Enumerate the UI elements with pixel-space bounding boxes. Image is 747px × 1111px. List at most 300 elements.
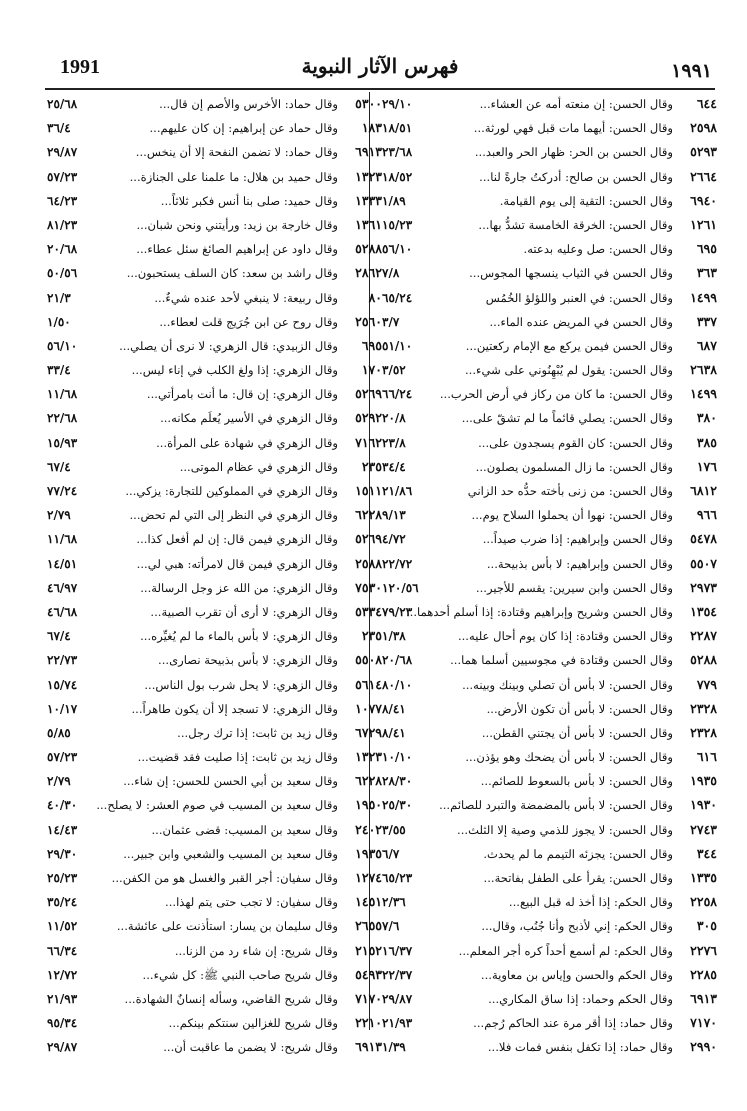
- index-entry: [382, 165, 717, 189]
- entry-number: ٣٨٠: [696, 410, 717, 426]
- entry-number: ٥٥٠٨: [355, 652, 382, 668]
- index-entry: [382, 1035, 717, 1059]
- index-entry: [382, 793, 717, 817]
- entry-number: ٥٤٩٣: [355, 966, 382, 982]
- page-number-arabic: ١٩٩١: [671, 60, 712, 82]
- entry-text: وقال الحسن: إن منعته أمه عن العشاء...: [479, 97, 673, 111]
- entry-reference: ٢٥/٣٠: [382, 798, 413, 813]
- entry-text: وقال الزهري: لا بأس بالماء ما لم يُغيِّره...: [140, 629, 338, 644]
- entry-text: وقال الحسن: من زنى بأخته حدُّه حد الزاني: [467, 484, 673, 498]
- entry-reference: ٥٦/١٠: [382, 242, 413, 257]
- entry-reference: ٥٧/٢٣: [47, 750, 78, 765]
- entry-number: ٢٣٢٨: [690, 724, 717, 740]
- entry-reference: ٢٩/٨٧: [47, 1040, 78, 1055]
- entry-number: ٢٣٥: [361, 458, 382, 474]
- entry-text: وقال الحسن بن صالح: أدركتُ جارةً لنا...: [479, 169, 673, 184]
- entry-reference: ٢٩/١٠: [382, 97, 413, 111]
- entry-reference: ٦٧/٤: [47, 629, 71, 644]
- entry-reference: ٢٩/٨٧: [47, 145, 78, 160]
- index-entry: [382, 92, 717, 116]
- index-entry: [382, 310, 717, 334]
- entry-reference: ٦٥/٢٣: [382, 871, 413, 885]
- index-entry: [47, 431, 382, 455]
- entry-text: وقال الحسن: في العنبر واللؤلؤ الخُمُس: [485, 290, 673, 305]
- header-rule: [45, 88, 715, 90]
- entry-text: وقال الزهري: لا تسجد إلا أن يكون طاهراً...: [131, 701, 338, 716]
- entry-text: وقال الحسن: التقية إلى يوم القيامة.: [499, 193, 673, 208]
- index-entry: [47, 116, 382, 140]
- entry-text: وقال روح عن ابن جُرَيج قلت لعطاء...: [159, 314, 338, 329]
- entry-reference: ٢/٧٩: [47, 774, 71, 789]
- entry-reference: ١٢٠/٥٦: [382, 580, 419, 595]
- index-entry: [47, 189, 382, 213]
- entry-number: ١٧٦: [696, 458, 717, 474]
- entry-text: وقال سعيد بن المسيب والشعبي وابن جبير...: [123, 846, 338, 861]
- index-entry: [47, 334, 382, 358]
- index-entry: [47, 358, 382, 382]
- entry-number: ٥٢٦٩: [355, 531, 382, 547]
- entry-reference: ٥٦/١٠: [47, 338, 78, 353]
- entry-text: وقال الحسن: صل وعليه بدعته.: [523, 242, 673, 257]
- entry-reference: ٥٧/٢٣: [47, 169, 78, 184]
- entry-text: وقال الحسن: ما كان من ركاز في أرض الحرب...: [439, 387, 673, 402]
- entry-text: وقال الزهري: إذا ولغ الكلب في إناء ليس...: [131, 363, 338, 378]
- entry-reference: ٨/٤١: [382, 725, 406, 740]
- index-entry: [382, 866, 717, 890]
- entry-reference: ٤٦/٩٧: [47, 580, 78, 595]
- entry-reference: ١/٥٠: [47, 314, 71, 329]
- index-entry: [382, 673, 717, 697]
- entry-number: ٢٥٨٨: [355, 555, 382, 571]
- index-entry: [47, 406, 382, 430]
- entry-text: وقال الحسن: لا بأس بالمضمضة والتبرد للصائم...: [439, 798, 673, 813]
- index-entry: [382, 890, 717, 914]
- index-entry: [47, 890, 382, 914]
- entry-number: ٥٣٣٤: [355, 603, 382, 619]
- index-entry: [382, 503, 717, 527]
- entry-number: ٧٧٩: [696, 676, 717, 692]
- entry-text: وقال الزهري فيمن قال: إن لم أفعل كذا...: [136, 532, 338, 547]
- index-entry: [382, 527, 717, 551]
- entry-text: وقال الحسن وابن سيرين: يقسم للأجير...: [475, 580, 673, 595]
- entry-text: وقال شريح: إن شاء رد من الزنا...: [174, 943, 338, 958]
- entry-reference: ١٢/٧٢: [47, 967, 78, 982]
- index-entry: [47, 769, 382, 793]
- index-entry: [382, 116, 717, 140]
- entry-text: وقال الحكم وحماد: إذا ساق المكاري...: [488, 991, 673, 1006]
- entry-reference: ٢/٧٩: [47, 508, 71, 523]
- entry-number: ١٣٢٣: [355, 749, 382, 765]
- entry-reference: ٢٠/٦٨: [47, 242, 78, 257]
- index-entry: [47, 600, 382, 624]
- entry-number: ٦٧٢٩: [355, 724, 382, 740]
- entry-number: ٢٦٣٨: [690, 362, 717, 378]
- entry-text: وقال الزهري: لا يحل شرب بول الناس...: [144, 677, 338, 692]
- index-entry: [47, 382, 382, 406]
- entry-number: ٣٨٥: [696, 434, 717, 450]
- entry-number: ٢١٥٢: [355, 942, 382, 958]
- entry-number: ٨٠: [368, 289, 382, 305]
- entry-number: ٢٥٦٠: [355, 313, 382, 329]
- index-entry: [47, 310, 382, 334]
- entry-text: وقال الحسن: يصلي قائماً ما لم تشقّ على...: [461, 411, 673, 426]
- entry-number: ٢٢٥٨: [690, 894, 717, 910]
- entry-number: ٢٢١٠: [355, 1015, 382, 1031]
- index-entry: [382, 479, 717, 503]
- entry-number: ٦٨١٢: [690, 483, 717, 498]
- entry-number: ٣٦٣: [696, 265, 717, 281]
- entry-number: ١٩٣٠: [690, 797, 717, 813]
- entry-text: وقال راشد بن سعد: كان السلف يستحبون...: [126, 266, 338, 281]
- entry-text: وقال الحسن: الخرقة الخامسة تشدُّ بها...: [478, 217, 673, 232]
- entry-number: ٦٩٥: [696, 241, 717, 257]
- entry-reference: ٦٦/٣٤: [47, 943, 78, 958]
- index-entry: [47, 866, 382, 890]
- index-entry: [382, 261, 717, 285]
- index-entry: [382, 745, 717, 769]
- entry-number: ٦٤٤: [696, 96, 717, 111]
- index-entry: [47, 939, 382, 963]
- entry-text: وقال الحكم: لم أسمع أحداً كره أجر المعلم...: [458, 943, 673, 958]
- index-entry: [47, 745, 382, 769]
- entry-number: ٢٤٠٢: [355, 821, 382, 837]
- entry-reference: ٤/٧٢: [382, 532, 406, 547]
- entry-text: وقال الزهري: من الله عز وجل الرسالة...: [140, 580, 338, 595]
- index-entry: [47, 624, 382, 648]
- index-entry: [382, 1011, 717, 1035]
- entry-reference: ١١/٦٨: [47, 387, 78, 402]
- entry-number: ٣٠٥: [696, 918, 717, 934]
- index-entry: [47, 552, 382, 576]
- index-entry: [382, 842, 717, 866]
- entry-number: ١٠٧٧: [355, 700, 382, 716]
- entry-text: وقال حماد عن إبراهيم: إن كان عليهم...: [149, 121, 338, 136]
- index-entry: [382, 334, 717, 358]
- entry-text: وقال حماد: الأخرس والأصم إن قال...: [159, 97, 338, 111]
- entry-number: ٥٢٩٢: [355, 410, 382, 426]
- index-entry: [382, 987, 717, 1011]
- entry-number: ٢٥٩٨: [690, 120, 717, 136]
- index-entry: [47, 213, 382, 237]
- entry-reference: ١/٣٨: [382, 629, 406, 644]
- entry-text: وقال الزهري في المملوكين للتجارة: يزكي...: [125, 484, 338, 498]
- index-entry: [382, 769, 717, 793]
- entry-text: وقال الحسن: يجزئه التيمم ما لم يحدث.: [483, 846, 673, 861]
- entry-number: ١٤٥١: [355, 894, 382, 910]
- entry-reference: ٢٢/٦٨: [47, 411, 78, 426]
- index-entry: [382, 576, 717, 600]
- index-entry: [382, 914, 717, 938]
- entry-number: ١٩٥٠: [355, 797, 382, 813]
- index-entry: [47, 1011, 382, 1035]
- entry-reference: ٢١/٨٦: [382, 484, 413, 498]
- entry-reference: ١/٣٩: [382, 1040, 406, 1055]
- index-entry: [47, 165, 382, 189]
- entry-text: وقال حميد بن هلال: ما علمنا على الجنازة...: [129, 169, 338, 184]
- index-entry: [382, 552, 717, 576]
- entry-reference: ١٥/٧٤: [47, 677, 78, 692]
- left-column: [47, 92, 382, 1060]
- entry-reference: ٢٠/٨: [382, 411, 406, 426]
- entry-reference: ٦٧/٤: [47, 459, 71, 474]
- entry-number: ١٣٦١: [355, 216, 382, 232]
- entry-number: ٢٦٥٥: [355, 918, 382, 934]
- entry-text: وقال الزهري في النظر إلى التي لم تحض...: [129, 508, 338, 523]
- entry-text: وقال زيد بن ثابت: إذا ترك رجل...: [177, 725, 338, 740]
- entry-number: ٦٩١٣: [355, 144, 382, 160]
- entry-number: ٥٢٨٨: [690, 652, 717, 668]
- entry-reference: ٩/١٣: [382, 508, 406, 523]
- entry-reference: ٢١/٣: [47, 290, 71, 305]
- entry-text: وقال الحسن في الثياب ينسجها المجوس...: [469, 266, 673, 281]
- entry-text: وقال الحسن فيمن يركع مع الإمام ركعتين...: [465, 338, 673, 353]
- index-entry: [382, 600, 717, 624]
- entry-reference: ٨٠/١٠: [382, 677, 413, 692]
- entry-text: وقال حماد: لا تضمن النفحة إلا أن ينخس...: [135, 145, 338, 160]
- index-entry: [382, 697, 717, 721]
- entry-reference: ٧/٨: [382, 266, 400, 281]
- entry-number: ٣٣٧: [696, 313, 717, 329]
- index-entry: [382, 624, 717, 648]
- entry-text: وقال الحسن وقتادة: إذا كان يوم أحال عليه...: [457, 629, 673, 644]
- entry-text: وقال سعيد بن المسيب في صوم العشر: لا يصلح...: [96, 798, 338, 813]
- index-entry: [47, 576, 382, 600]
- index-entry: [382, 721, 717, 745]
- entry-reference: ٦/٧: [382, 846, 400, 861]
- entry-reference: ١١/٦٨: [47, 532, 78, 547]
- index-entry: [382, 189, 717, 213]
- entry-text: وقال الحسن وشريح وإبراهيم وقتادة: إذا أسلم أحدهما...: [405, 604, 673, 619]
- entry-text: وقال الحسن: نهوا أن يحملوا السلاح يوم...: [471, 508, 673, 523]
- entry-text: وقال الزهري: لا بأس بذبيحة نصارى...: [158, 653, 338, 668]
- entry-number: ٦٨٧: [696, 337, 717, 353]
- entry-number: ٧١٧٠: [690, 1015, 717, 1031]
- entry-text: وقال حميد: صلى بنا أنس فكبر ثلاثاً...: [160, 193, 338, 208]
- entry-number: ١٥١١: [355, 483, 382, 498]
- entry-number: ٦٩١٣: [690, 990, 717, 1006]
- entry-number: ٥٢٩٣: [690, 144, 717, 160]
- entry-reference: ٦٤/٢٣: [47, 193, 78, 208]
- entry-reference: ٧٩/٢٣: [382, 604, 413, 619]
- entry-reference: ٢١/٩٣: [47, 991, 78, 1006]
- index-entry: [382, 939, 717, 963]
- entry-reference: ١٥/٢٣: [382, 217, 413, 232]
- entry-text: وقال شريح للغزالين سنتكم بينكم...: [168, 1016, 338, 1031]
- entry-text: وقال شريح القاضي، وسأله إنسانٌ الشهادة...: [124, 991, 338, 1006]
- entry-text: وقال الحسن: كان القوم يسجدون على...: [478, 435, 673, 450]
- entry-number: ٦٢٢٨: [355, 773, 382, 789]
- entry-reference: ٩٥/٣٤: [47, 1016, 78, 1031]
- entry-number: ٦٩٥: [361, 337, 382, 353]
- index-entry: [47, 503, 382, 527]
- entry-number: ٦٢٢٨: [355, 507, 382, 523]
- entry-text: وقال الحسن وإبراهيم: لا بأس بذبيحة...: [486, 556, 673, 571]
- entry-number: ٦٩٤٠: [690, 192, 717, 208]
- index-entry: [382, 406, 717, 430]
- index-entry: [382, 213, 717, 237]
- entry-reference: ٨/٤١: [382, 701, 406, 716]
- entry-reference: ٣٤/٤: [382, 459, 406, 474]
- entry-reference: ١١/٥٢: [47, 919, 78, 934]
- entry-number: ٢٢٧٦: [690, 942, 717, 958]
- entry-number: ٢٦٦٤: [690, 168, 717, 184]
- index-entry: [382, 286, 717, 310]
- entry-text: وقال الزهري: إن قال: ما أنت بامرأتي...: [146, 387, 338, 402]
- entry-number: ١٤٩٩: [690, 289, 717, 305]
- entry-number: ١٤٩٩: [690, 386, 717, 402]
- entry-number: ١٣٥٤: [690, 603, 717, 619]
- index-entry: [47, 842, 382, 866]
- entry-text: وقال خارجة بن زيد: ورأيتني ونحن شبان...: [136, 217, 338, 232]
- entry-text: وقال الحسن: لا بأس بالسعوط للصائم...: [480, 774, 673, 789]
- index-entry: [47, 793, 382, 817]
- entry-reference: ٢/٣٦: [382, 895, 406, 910]
- entry-text: وقال الزهري في شهادة على المرأة...: [156, 435, 338, 450]
- entry-text: وقال الحسن: ما زال المسلمون يصلون...: [475, 459, 673, 474]
- entry-reference: ٥١/١٠: [382, 338, 413, 353]
- entry-number: ١٨٣: [361, 120, 382, 136]
- page-header: [40, 52, 720, 86]
- entry-number: ٢٨٦٢: [355, 265, 382, 281]
- entry-number: ٢٢٨٥: [690, 966, 717, 982]
- entry-text: وقال حماد: إذا تكفل بنفس فمات فلا...: [487, 1040, 673, 1055]
- entry-number: ٧١٦٢: [355, 434, 382, 450]
- entry-reference: ٢٣/٦٨: [382, 145, 413, 160]
- entry-reference: ١٠/١٠: [382, 750, 413, 765]
- entry-text: وقال الزهري: لا أرى أن تقرب الصبية...: [150, 604, 338, 619]
- entry-text: وقال سعيد بن المسيب: قضى عثمان...: [151, 822, 338, 837]
- entry-number: ٥٣٠٠: [355, 96, 382, 111]
- entry-reference: ٥٠/٥٦: [47, 266, 78, 281]
- entry-reference: ٣٥/٢٤: [47, 895, 78, 910]
- index-entry: [47, 261, 382, 285]
- entry-text: وقال الحسن: لا بأس أن تصلي وبينك وبينه...: [462, 677, 673, 692]
- page-number-latin: 1991: [60, 56, 100, 78]
- index-entry: [382, 237, 717, 261]
- entry-number: ٥٤٧٨: [690, 531, 717, 547]
- entry-text: وقال سليمان بن يسار: استأذنت على عائشة...: [116, 919, 338, 934]
- entry-text: وقال الزهري في عظام الموتى...: [179, 459, 338, 474]
- entry-reference: ٦٥/٢٤: [382, 290, 413, 305]
- entry-reference: ٢٩/٣٠: [47, 846, 78, 861]
- entry-text: وقال سفيان: لا تجب حتى يتم لهذا...: [165, 895, 338, 910]
- entry-text: وقال الحسن: يقرأ على الطفل بفاتحة...: [483, 871, 673, 885]
- entry-number: ١٣٣٥: [690, 870, 717, 885]
- entry-number: ٥٢٦٩: [355, 386, 382, 402]
- entry-reference: ٣/٥٥: [382, 822, 406, 837]
- index-entry: [382, 648, 717, 672]
- index-entry: [47, 648, 382, 672]
- entry-text: وقال الحسن: لا يجوز للذمي وصية إلا الثلث...: [457, 822, 673, 837]
- entry-reference: ٢٢/٣٧: [382, 967, 413, 982]
- entry-reference: ٨١/٢٣: [47, 217, 78, 232]
- entry-number: ٢٣٥: [361, 628, 382, 644]
- index-entry: [382, 455, 717, 479]
- entry-reference: ٣/٧: [382, 314, 400, 329]
- entry-reference: ١٤/٥١: [47, 556, 78, 571]
- entry-number: ١٣٢٣: [355, 168, 382, 184]
- index-entry: [47, 1035, 382, 1059]
- entry-number: ١٧٠: [361, 362, 382, 378]
- entry-text: وقال الحسن: لا بأس أن تكون الأرض...: [486, 701, 673, 716]
- entry-number: ٢٧٤٣: [690, 821, 717, 837]
- entry-text: وقال الحسن في المريض عنده الماء...: [489, 314, 673, 329]
- entry-reference: ٢٥/٢٣: [47, 871, 78, 885]
- index-entry: [47, 455, 382, 479]
- entry-text: وقال الحكم والحسن وإياس بن معاوية...: [480, 967, 673, 982]
- entry-text: وقال الحسن: يقول لم يُبْهِنُوني على شيء...: [464, 363, 673, 378]
- entry-text: وقال سفيان: أجر القبر والغسل هو من الكفن...: [111, 871, 338, 885]
- index-entry: [382, 431, 717, 455]
- entry-reference: ٢٩/٨٧: [382, 991, 413, 1006]
- entry-reference: ١٨/٥١: [382, 121, 413, 136]
- entry-reference: ٧/٦: [382, 919, 400, 934]
- entry-number: ١٢٧٤: [355, 870, 382, 885]
- index-entry: [382, 963, 717, 987]
- entry-text: وقال الزهري فيمن قال لامرأته: هبي لي...: [136, 556, 338, 571]
- entry-reference: ١/٨٩: [382, 193, 406, 208]
- entry-number: ٧٥٣٠: [355, 579, 382, 595]
- entry-reference: ٢٠/٦٨: [382, 653, 413, 668]
- entry-reference: ٢١/٩٣: [382, 1016, 413, 1031]
- entry-reference: ٢٥/٦٨: [47, 97, 78, 111]
- entry-reference: ٤٦/٦٨: [47, 604, 78, 619]
- entry-reference: ٢٣/٨: [382, 435, 406, 450]
- index-entry: [47, 479, 382, 503]
- entry-text: وقال الزبيدي: قال الزهري: لا نرى أن يصلي...: [119, 338, 338, 353]
- entry-text: وقال زيد بن ثابت: إذا صليت فقد قضيت...: [137, 750, 338, 765]
- index-entry: [382, 358, 717, 382]
- entry-reference: ١٨/٥٢: [382, 169, 413, 184]
- entry-number: ٢٢٨٧: [690, 628, 717, 644]
- entry-reference: ٥/٨٥: [47, 725, 71, 740]
- page-title: فهرس الآثار النبوية: [301, 54, 459, 78]
- entry-reference: ٧٧/٢٤: [47, 484, 78, 498]
- entry-reference: ٦٦/٢٤: [382, 387, 413, 402]
- index-entry: [382, 140, 717, 164]
- entry-text: وقال الحسن وإبراهيم: إذا ضرب صيداً...: [482, 532, 673, 547]
- entry-reference: ١٠/١٧: [47, 701, 78, 716]
- entry-text: وقال حماد: إذا أقر مرة عند الحاكم رُجم...: [473, 1016, 673, 1031]
- index-entry: [47, 721, 382, 745]
- entry-text: وقال الحسن: لا بأس أن يضحك وهو يؤذن...: [465, 750, 673, 765]
- entry-number: ٧١٧٠: [355, 990, 382, 1006]
- entry-number: ٥٦١٤: [355, 676, 382, 692]
- entry-reference: ١٥/٩٣: [47, 435, 78, 450]
- entry-number: ٥٥٠٧: [690, 555, 717, 571]
- entry-text: وقال الحكم: إذا أخذ له قبل البيع...: [508, 895, 673, 910]
- entry-number: ٣٤٤: [696, 845, 717, 861]
- entry-text: وقال الزهري في الأسير يُعلَم مكانه...: [160, 411, 338, 426]
- entry-reference: ١٤/٤٣: [47, 822, 78, 837]
- entry-number: ١٣٣٣: [355, 192, 382, 208]
- entry-number: ١٩٣٥: [690, 773, 717, 789]
- index-entry: [47, 697, 382, 721]
- entry-number: ٢٩٩٠: [690, 1039, 717, 1055]
- entry-reference: ١٦/٣٧: [382, 943, 413, 958]
- entry-text: وقال الحسن بن الحر: ظهار الحر والعبد...: [474, 145, 673, 160]
- index-entry: [47, 140, 382, 164]
- entry-text: وقال داود عن إبراهيم الصائغ سئل عطاء...: [136, 242, 338, 257]
- index-entry: [47, 237, 382, 261]
- entry-text: وقال الحسن وقتادة في مجوسيين أسلما هما...: [450, 653, 673, 668]
- index-entry: [47, 987, 382, 1011]
- entry-text: وقال ربيعة: لا ينبغي لأحد عنده شيءٌ...: [154, 290, 338, 305]
- index-entry: [382, 818, 717, 842]
- entry-number: ٦١٦: [696, 749, 717, 765]
- entry-reference: ٣/٥٢: [382, 363, 406, 378]
- entry-text: وقال الحكم: إني لأذبح وأنا جُنُب، وقال...: [481, 919, 673, 934]
